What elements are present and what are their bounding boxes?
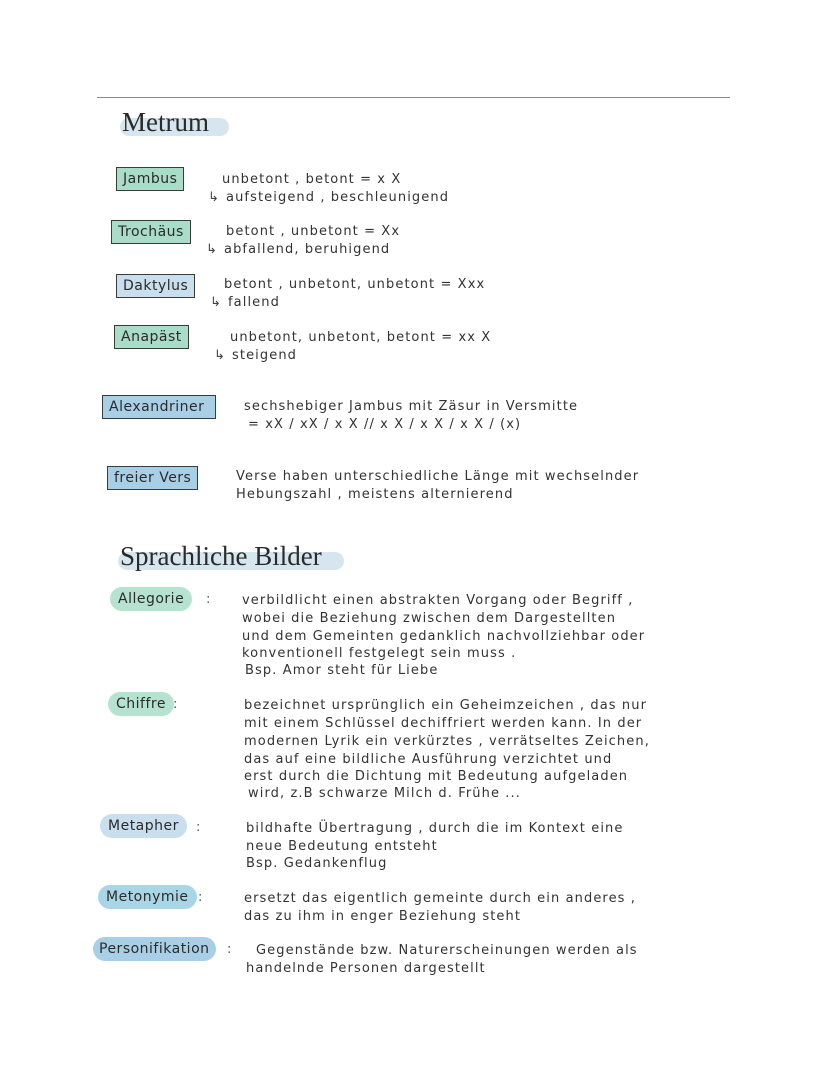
heading-sprachliche-bilder [118,540,338,572]
top-rule [97,97,730,98]
daktylus-definition: betont , unbetont, unbetont = Xxx [224,277,486,292]
colon: : [173,697,178,712]
freier-vers-line2: Hebungszahl , meistens alternierend [236,487,514,502]
anapaest-definition: unbetont, unbetont, betont = xx X [230,330,492,345]
trochaeus-definition: betont , unbetont = Xx [226,224,401,239]
term-chiffre: Chiffre [108,692,174,716]
arrow-icon: ↳ [206,242,218,257]
alexandriner-scheme: = xX / xX / x X // x X / x X / x X / (x) [248,417,522,432]
metonymie-line1: ersetzt das eigentlich gemeinte durch ein anderes , [244,891,637,906]
term-jambus: Jambus [116,167,184,191]
term-daktylus: Daktylus [116,274,195,298]
jambus-definition: unbetont , betont = x X [222,172,402,187]
trochaeus-note [206,241,390,259]
term-anapaest: Anapäst [114,325,189,349]
term-alexandriner: Alexandriner [102,395,216,419]
metapher-line3: Bsp. Gedankenflug [246,856,388,871]
term-metonymie: Metonymie [98,885,197,909]
freier-vers-line1: Verse haben unterschiedliche Länge mit wechselnder [236,469,640,484]
chiffre-line1: bezeichnet ursprünglich ein Geheimzeichen , das nur [244,698,648,713]
term-allegorie: Allegorie [110,587,192,611]
term-personifikation: Personifikation [93,937,216,961]
personifikation-line2: handelnde Personen dargestellt [246,961,486,976]
allegorie-line3: und dem Gemeinten gedanklich nachvollziehbar oder [242,629,646,644]
jambus-note [208,189,449,207]
term-freier-vers: freier Vers [107,466,198,490]
daktylus-note [210,294,280,312]
colon: : [198,890,203,905]
daktylus-note-text: fallend [228,295,280,310]
term-metapher: Metapher [100,814,187,838]
allegorie-line1: verbildlicht einen abstrakten Vorgang oder Begriff , [242,593,634,608]
allegorie-line2: wobei die Beziehung zwischen dem Dargestellten [242,611,617,626]
colon: : [227,942,232,957]
jambus-note-text: aufsteigend , beschleunigend [226,190,450,205]
chiffre-line3: modernen Lyrik ein verkürztes , verrätseltes Zeichen, [244,734,650,749]
allegorie-line4: konventionell festgelegt sein muss . [242,646,517,661]
heading-metrum [120,106,225,138]
heading-bilder-text: Sprachliche Bilder [120,541,322,571]
arrow-icon: ↳ [214,348,226,363]
metapher-line2: neue Bedeutung entsteht [246,839,438,854]
personifikation-line1: Gegenstände bzw. Naturerscheinungen werden als [256,943,638,958]
metonymie-line2: das zu ihm in enger Beziehung steht [244,909,522,924]
arrow-icon: ↳ [208,190,220,205]
colon: : [206,592,211,607]
chiffre-line5: erst durch die Dichtung mit Bedeutung aufgeladen [244,769,629,784]
anapaest-note [214,347,297,365]
trochaeus-note-text: abfallend, beruhigend [224,242,391,257]
alexandriner-definition: sechshebiger Jambus mit Zäsur in Versmitte [244,399,579,414]
allegorie-line5: Bsp. Amor steht für Liebe [245,663,439,678]
chiffre-line6: wird, z.B schwarze Milch d. Frühe ... [248,786,521,801]
arrow-icon: ↳ [210,295,222,310]
heading-metrum-text: Metrum [122,107,209,137]
chiffre-line2: mit einem Schlüssel dechiffriert werden kann. In der [244,716,643,731]
colon: : [196,820,201,835]
anapaest-note-text: steigend [232,348,298,363]
chiffre-line4: das auf eine bildliche Ausführung verzichtet und [244,752,613,767]
metapher-line1: bildhafte Übertragung , durch die im Kontext eine [246,821,624,836]
term-trochaeus: Trochäus [111,220,191,244]
